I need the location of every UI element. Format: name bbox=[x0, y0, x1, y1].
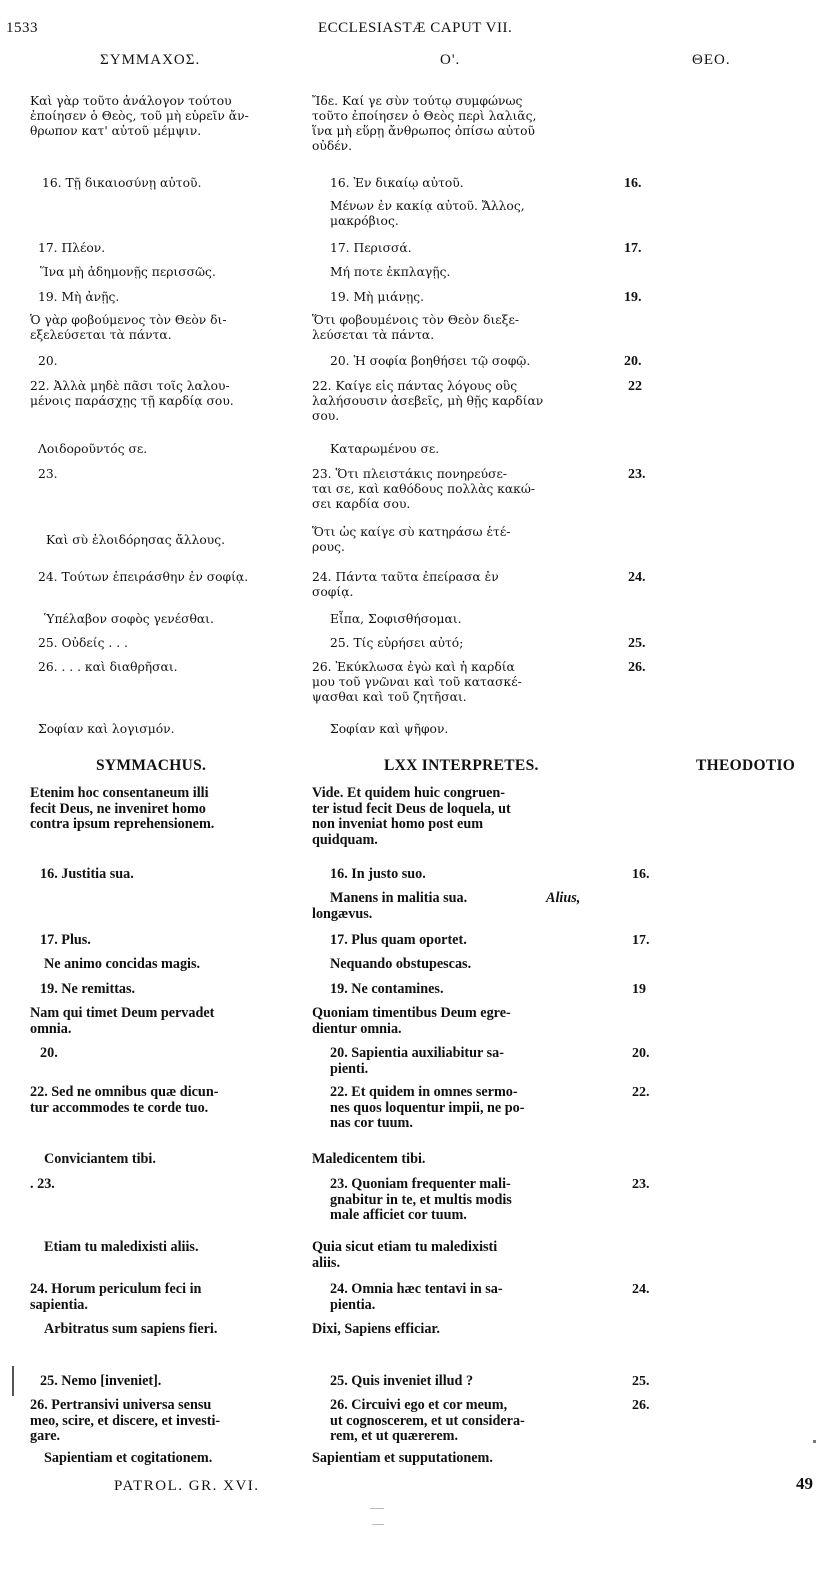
greek-sym-line: 24. Τούτων ἐπειράσθην ἐν σοφίᾳ. bbox=[38, 570, 249, 584]
greek-sym-line: 20. bbox=[38, 354, 58, 368]
theod-verse-number: 22 bbox=[628, 379, 642, 394]
theod-latin-verse-number: 19 bbox=[632, 982, 646, 997]
latin-sym-line: 17. Plus. bbox=[40, 932, 91, 948]
signature-mark: PATROL. GR. XVI. bbox=[114, 1478, 260, 1494]
theod-verse-number: 25. bbox=[628, 636, 646, 651]
theod-verse-number: 20. bbox=[624, 354, 642, 369]
speck bbox=[372, 1524, 384, 1525]
greek-sym-line: 19. Μὴ ἀνῇς. bbox=[38, 290, 120, 304]
latin-sym-line: Ne animo concidas magis. bbox=[44, 956, 201, 972]
latin-lxx-para: Quia sicut etiam tu maledixisti aliis. bbox=[312, 1239, 498, 1271]
greek-lxx-para: 24. Πάντα ταῦτα ἐπείρασα ἐν σοφίᾳ. bbox=[312, 570, 499, 599]
latin-lxx-para: 24. Omnia hæc tentavi in sa- pientia. bbox=[330, 1281, 503, 1313]
latin-lxx-line: Sapientiam et supputationem. bbox=[312, 1450, 493, 1466]
greek-lxx-para: Ὅτι φοβουμένοις τὸν Θεὸν διεξε- λεύσεται τὰ πάντα. bbox=[312, 313, 519, 342]
greek-sym-line: 25. Οὐδείς . . . bbox=[38, 636, 128, 650]
latin-sym-para: Nam qui timet Deum pervadet omnia. bbox=[30, 1005, 215, 1037]
greek-lxx-line: Καταρωμένου σε. bbox=[330, 442, 440, 456]
greek-lxx-line: 19. Μὴ μιάνῃς. bbox=[330, 290, 425, 304]
greek-sym-para: Καὶ γὰρ τοῦτο ἀνάλογον τούτου ἐποίησεν ὁ Θεὸς, τοῦ μὴ εὑρεῖν ἄν- θρωπον κατ' αὐτοῦ μέμψιν. bbox=[30, 94, 249, 138]
greek-lxx-para: Ἴδε. Καί γε σὺν τούτῳ συμφώνως τοῦτο ἐποίησεν ὁ Θεὸς περὶ λαλιᾶς, ἵνα μὴ εὕρῃ ἄνθρωπος ὀπίσω αὐτοῦ οὐδέν. bbox=[312, 94, 537, 153]
latin-lxx-para: 20. Sapientia auxiliabitur sa- pienti. bbox=[330, 1045, 504, 1077]
theod-latin-verse-number: 24. bbox=[632, 1282, 650, 1297]
greek-lxx-para: Μένων ἐν κακίᾳ αὐτοῦ. Ἄλλος, μακρόβιος. bbox=[330, 199, 525, 228]
latin-sym-line: 20. bbox=[40, 1045, 58, 1061]
latin-lxx-line: 25. Quis inveniet illud ? bbox=[330, 1373, 474, 1389]
greek-lxx-line: 25. Τίς εὑρήσει αὐτό; bbox=[330, 636, 464, 650]
latin-sym-line: Conviciantem tibi. bbox=[44, 1151, 156, 1167]
theod-latin-verse-number: 26. bbox=[632, 1398, 650, 1413]
latin-lxx-line: 17. Plus quam oportet. bbox=[330, 932, 467, 948]
latin-lxx-line: 16. In justo suo. bbox=[330, 866, 426, 882]
column-head-theodotion-latin: THEODOTIO bbox=[696, 757, 796, 774]
latin-sym-para: Etenim hoc consentaneum illi fecit Deus, ne inveniret homo contra ipsum reprehensionem. bbox=[30, 785, 215, 832]
theod-latin-verse-number: 25. bbox=[632, 1374, 650, 1389]
latin-lxx-line: 19. Ne contamines. bbox=[330, 981, 444, 997]
margin-mark bbox=[12, 1366, 14, 1396]
greek-lxx-para: 23. Ὅτι πλειστάκις πονηρεύσε- ται σε, καὶ καθόδους πολλὰς κακώ- σει καρδία σου. bbox=[312, 467, 536, 511]
greek-sym-line: 16. Τῇ δικαιοσύνῃ αὐτοῦ. bbox=[42, 176, 202, 190]
greek-lxx-line: Εἶπα, Σοφισθήσομαι. bbox=[330, 612, 462, 626]
greek-sym-line: Σοφίαν καὶ λογισμόν. bbox=[38, 722, 175, 736]
theod-verse-number: 19. bbox=[624, 290, 642, 305]
latin-sym-line: 19. Ne remittas. bbox=[40, 981, 136, 997]
theod-latin-verse-number: 16. bbox=[632, 867, 650, 882]
column-head-theodotion-greek: ΘΕΟ. bbox=[692, 52, 731, 68]
theod-verse-number: 26. bbox=[628, 660, 646, 675]
greek-sym-line: Καὶ σὺ ἐλοιδόρησας ἄλλους. bbox=[46, 533, 226, 547]
theod-latin-verse-number: 20. bbox=[632, 1046, 650, 1061]
latin-lxx-line: longævus. bbox=[312, 906, 373, 922]
latin-sym-para: 26. Pertransivi universa sensu meo, scire, et discere, et investi- gare. bbox=[30, 1397, 221, 1444]
greek-lxx-line: Μή ποτε ἐκπλαγῇς. bbox=[330, 265, 451, 279]
page-number: 1533 bbox=[6, 20, 38, 36]
latin-lxx-para: Vide. Et quidem huic congruen- ter istud fecit Deus de loquela, ut non inveniat homo post eum quidquam. bbox=[312, 785, 511, 848]
greek-lxx-para: Ὅτι ὡς καίγε σὺ κατηράσω ἑτέ- ρους. bbox=[312, 525, 511, 554]
latin-lxx-para: 22. Et quidem in omnes sermo- nes quos loquentur impii, ne po- nas cor tuum. bbox=[330, 1084, 525, 1131]
latin-lxx-line: Manens in malitia sua. bbox=[330, 890, 468, 906]
latin-sym-line: 25. Nemo [inveniet]. bbox=[40, 1373, 162, 1389]
theod-verse-number: 24. bbox=[628, 570, 646, 585]
greek-sym-line: 17. Πλέον. bbox=[38, 241, 106, 255]
theod-verse-number: 23. bbox=[628, 467, 646, 482]
greek-sym-line: Λοιδοροῦντός σε. bbox=[38, 442, 148, 456]
latin-lxx-line: Dixi, Sapiens efficiar. bbox=[312, 1321, 440, 1337]
latin-lxx-para: Quoniam timentibus Deum egre- dientur omnia. bbox=[312, 1005, 511, 1037]
running-title: ECCLESIASTÆ CAPUT VII. bbox=[318, 20, 513, 36]
column-head-lxx-greek: Ο'. bbox=[440, 52, 461, 68]
folio-number: 49 bbox=[796, 1474, 813, 1493]
latin-sym-para: 24. Horum periculum feci in sapientia. bbox=[30, 1281, 202, 1313]
greek-sym-line: 26. . . . καὶ διαθρῆσαι. bbox=[38, 660, 178, 674]
greek-lxx-line: 17. Περισσά. bbox=[330, 241, 412, 255]
greek-lxx-line: Σοφίαν καὶ ψῆφον. bbox=[330, 722, 449, 736]
greek-sym-line: 23. bbox=[38, 467, 58, 481]
speck bbox=[370, 1508, 384, 1509]
greek-sym-para: Ὁ γὰρ φοβούμενος τὸν Θεὸν δι- εξελεύσεται τὰ πάντα. bbox=[30, 313, 227, 342]
column-head-symmachus-latin: SYMMACHUS. bbox=[96, 757, 207, 774]
latin-sym-line: 16. Justitia sua. bbox=[40, 866, 134, 882]
greek-sym-line: Ὑπέλαβον σοφὸς γενέσθαι. bbox=[44, 612, 214, 626]
greek-sym-line: Ἵνα μὴ ἀδημονῇς περισσῶς. bbox=[40, 265, 216, 279]
theod-latin-verse-number: 17. bbox=[632, 933, 650, 948]
theod-latin-verse-number: 22. bbox=[632, 1085, 650, 1100]
greek-sym-para: 22. Ἀλλὰ μηδὲ πᾶσι τοῖς λαλου- μένοις παράσχῃς τῇ καρδίᾳ σου. bbox=[30, 379, 234, 408]
column-head-symmachus-greek: ΣΥΜΜΑΧΟΣ. bbox=[100, 52, 201, 68]
theod-verse-number: 17. bbox=[624, 241, 642, 256]
speck bbox=[813, 1440, 816, 1443]
greek-lxx-para: 22. Καίγε εἰς πάντας λόγους οὓς λαλήσουσιν ἀσεβεῖς, μὴ θῇς καρδίαν σου. bbox=[312, 379, 544, 423]
greek-lxx-para: 26. Ἐκύκλωσα ἐγὼ καὶ ἡ καρδία μου τοῦ γνῶναι καὶ τοῦ κατασκέ- ψασθαι καὶ τοῦ ζητῆσαι. bbox=[312, 660, 522, 704]
latin-lxx-line: Maledicentem tibi. bbox=[312, 1151, 426, 1167]
latin-sym-para: 22. Sed ne omnibus quæ dicun- tur accommodes te corde tuo. bbox=[30, 1084, 219, 1116]
latin-sym-line: Etiam tu maledixisti aliis. bbox=[44, 1239, 199, 1255]
latin-lxx-para: 26. Circuivi ego et cor meum, ut cognoscerem, et ut considera- rem, et ut quærerem. bbox=[330, 1397, 525, 1444]
theod-latin-verse-number: 23. bbox=[632, 1177, 650, 1192]
greek-lxx-line: 16. Ἐν δικαίῳ αὐτοῦ. bbox=[330, 176, 464, 190]
latin-sym-line: Arbitratus sum sapiens fieri. bbox=[44, 1321, 218, 1337]
latin-sym-line: . 23. bbox=[30, 1176, 55, 1192]
latin-lxx-alius: Alius, bbox=[546, 890, 581, 906]
latin-sym-line: Sapientiam et cogitationem. bbox=[44, 1450, 213, 1466]
latin-lxx-para: 23. Quoniam frequenter mali- gnabitur in te, et multis modis male afficiet cor tuum. bbox=[330, 1176, 512, 1223]
column-head-lxx-latin: LXX INTERPRETES. bbox=[384, 757, 539, 774]
latin-lxx-line: Nequando obstupescas. bbox=[330, 956, 472, 972]
greek-lxx-line: 20. Ἡ σοφία βοηθήσει τῷ σοφῷ. bbox=[330, 354, 531, 368]
theod-verse-number: 16. bbox=[624, 176, 642, 191]
